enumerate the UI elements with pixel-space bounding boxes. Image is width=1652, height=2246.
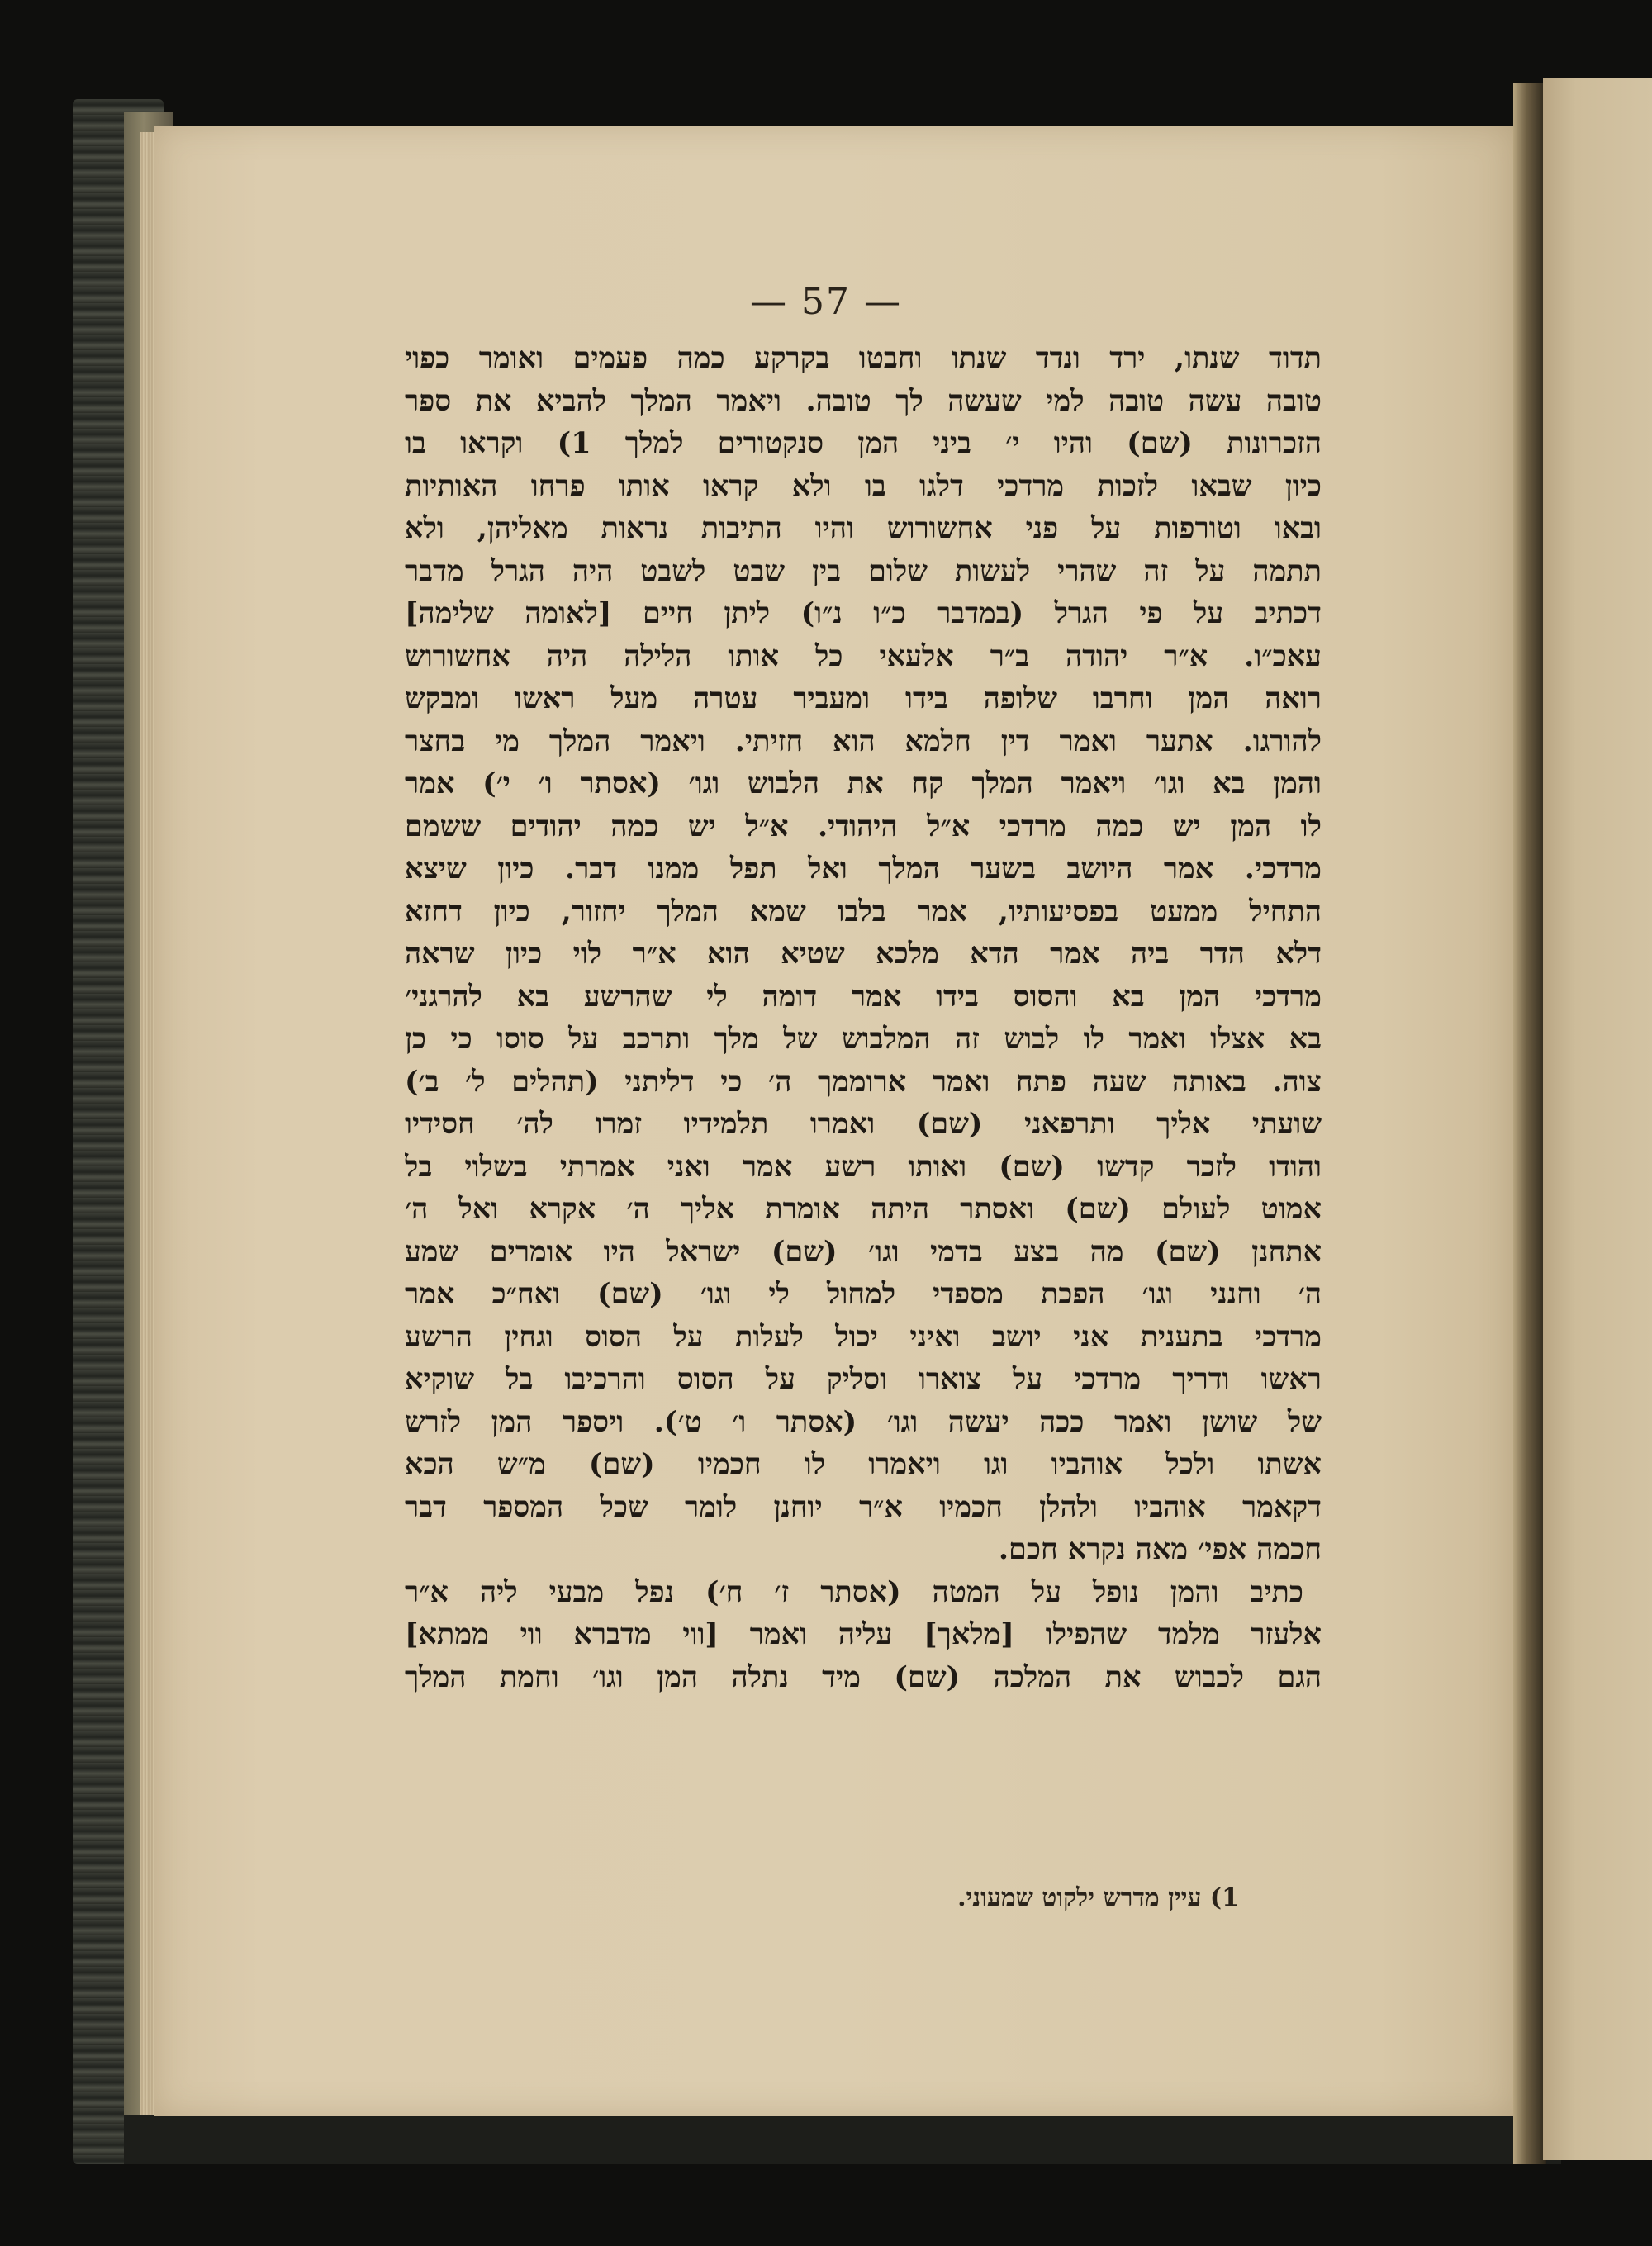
text-line: להורגו. אתער ואמר דין חלמא הוא חזיתי. ויאמר המלך מי בחצר [405,724,1322,758]
text-line: ה׳ וחנני וגו׳ הפכת מספדי למחול לי וגו׳ (שם) ואח״כ אמר [405,1277,1322,1311]
text-line: אתחנן (שם) מה בצע בדמי וגו׳ (שם) ישראל היו אומרים שמע [405,1234,1322,1269]
text-line-paragraph-end: חכמה אפי׳ מאה נקרא חכם. [998,1532,1322,1566]
text-line: דקאמר אוהביו ולהלן חכמיו א״ר יוחנן לומר שכל המספר דבר [405,1489,1322,1524]
text-line: מרדכי בתענית אני יושב ואיני יכול לעלות על הסוס וגחין הרשע [405,1319,1322,1354]
text-line: הזכרונות (שם) והיו י׳ ביני המן סנקטורים למלך 1) וקראו בו [405,426,1322,460]
text-line: רואה המן וחרבו שלופה בידו ומעביר עטרה מעל ראשו ומבקש [405,681,1322,715]
footnote: 1) עיין מדרש ילקוט שמעוני. [957,1883,1239,1912]
text-line: מרדכי המן בא והסוס בידו אמר דומה לי שהרשע בא להרגני׳ [405,979,1322,1014]
text-line: דלא הדר ביה אמר הדא מלכא שטיא הוא א״ר לוי כיון שראה [405,937,1322,971]
text-line: ובאו וטורפות על פני אחשורוש והיו התיבות נראות מאליהן, ולא [405,511,1322,545]
right-page-edge [1543,78,1652,2160]
text-line: עאכ״ו. א״ר יהודה ב״ר אלעאי כל אותו הלילה היה אחשורוש [405,639,1322,673]
text-line: דכתיב על פי הגרל (במדבר כ״ו נ״ו) ליתן חיים [לאומה שלימה] [405,596,1322,630]
book-gutter [1513,83,1546,2164]
text-line: אשתו ולכל אוהביו וגו ויאמרו לו חכמיו (שם) מ״ש הכא [405,1447,1322,1481]
text-line: תדוד שנתו, ירד ונדד שנתו וחבטו בקרקע כמה פעמים ואומר כפוי [405,341,1322,375]
book-cover-bottom [124,2115,1561,2164]
text-line: אלעזר מלמד שהפילו [מלאך] עליה ואמר [ווי מדברא ווי ממתא] [405,1617,1322,1651]
text-line: והמן בא וגו׳ ויאמר המלך קח את הלבוש וגו׳ (אסתר ו׳ י׳) אמר [405,767,1322,800]
text-line-paragraph-start: כתיב והמן נופל על המטה (אסתר ז׳ ח׳) נפל מבעי ליה א״ר [405,1574,1303,1609]
text-line: תתמה על זה שהרי לעשות שלום בין שבט לשבט היה הגרל מדבר [405,553,1322,588]
text-line: התחיל ממעט בפסיעותיו, אמר בלבו שמא המלך יחזור, כיון דחזא [405,894,1322,928]
text-line: כיון שבאו לזכות מרדכי דלגו בו ולא קראו אותו פרחו האותיות [405,468,1322,503]
text-line: הגם לכבוש את המלכה (שם) מיד נתלה המן וגו׳ וחמת המלך [405,1660,1322,1694]
text-line: ראשו ודריך מרדכי על צוארו וסליק על הסוס והרכיבו בל שוקיא [405,1362,1322,1396]
text-line: צוה. באותה שעה פתח ואמר ארוממך ה׳ כי דליתני (תהלים ל׳ ב׳) [405,1064,1322,1099]
main-text [405,337,1322,1698]
page-number: — 57 — [750,281,902,323]
text-line: מרדכי. אמר היושב בשער המלך ואל תפל ממנו דבר. כיון שיצא [405,852,1322,886]
text-line: שועתי אליך ותרפאני (שם) ואמרו תלמידיו זמרו לה׳ חסידיו [405,1107,1322,1141]
text-line: אמוט לעולם (שם) ואסתר היתה אומרת אליך ה׳ אקרא ואל ה׳ [405,1192,1322,1226]
text-line: טובה עשה טובה למי שעשה לך טובה. ויאמר המלך להביא את ספר [405,383,1322,418]
text-line: של שושן ואמר ככה יעשה וגו׳ (אסתר ו׳ ט׳). ויספר המן לזרש [405,1404,1322,1439]
text-line: בא אצלו ואמר לו לבוש זה המלבוש של מלך ותרכב על סוסו כי כן [405,1022,1322,1056]
text-line: והודו לזכר קדשו (שם) ואותו רשע אמר ואני אמרתי בשלוי בל [405,1149,1322,1184]
text-line: לו המן יש כמה מרדכי א״ל היהודי. א״ל יש כמה יהודים ששמם [405,809,1322,843]
